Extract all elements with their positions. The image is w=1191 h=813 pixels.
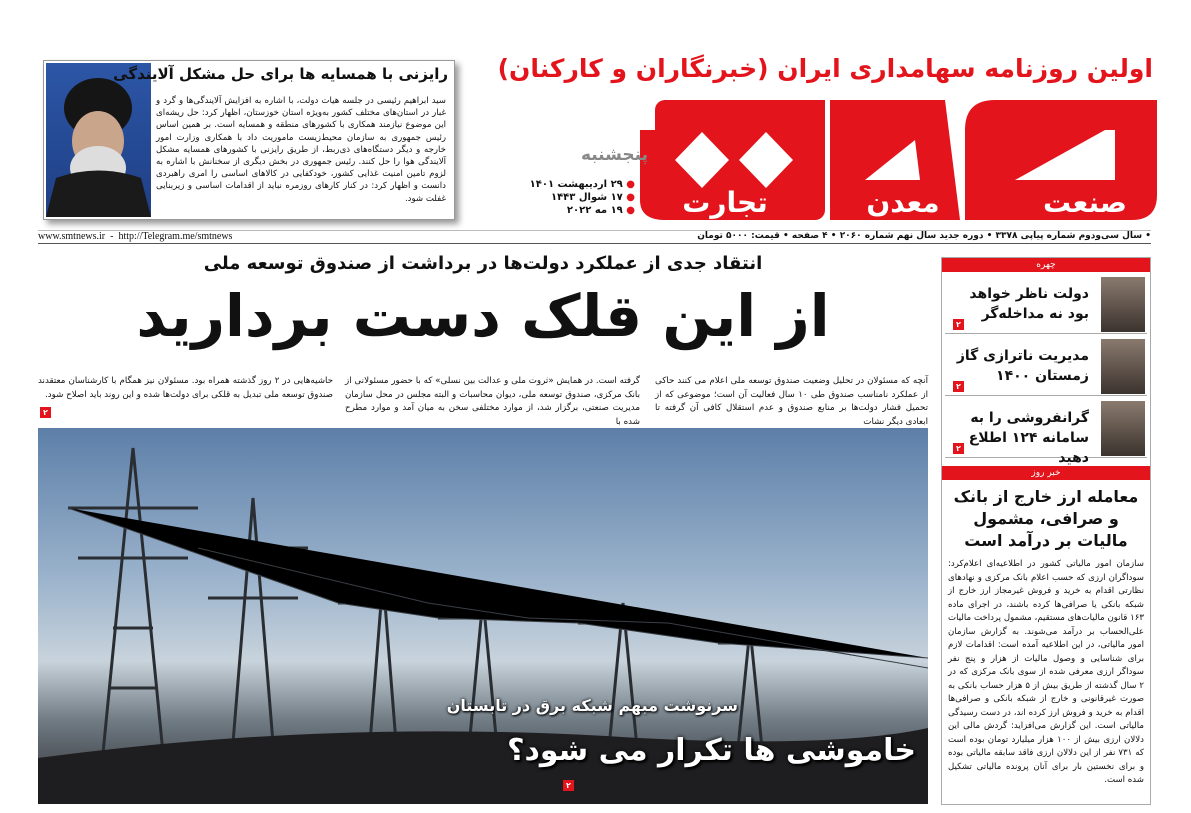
- right-column: [941, 257, 1151, 805]
- photo-subheadline: سرنوشت مبهم شبکه برق در تابستان: [446, 696, 738, 715]
- face-title: دولت ناظر خواهد بود نه مداخله‌گر: [969, 286, 1089, 322]
- top-story-title: رایزنی با همسایه ها برای حل مشکل آلایندگی: [113, 65, 448, 83]
- issue-info: • سال سی‌ودوم شماره پیاپی ۳۳۷۸ • دوره جدید سال نهم شماره ۲۰۶۰ • ۴ صفحه • قیمت: ۵۰۰۰ تومان: [697, 231, 1151, 241]
- news-of-day: [942, 466, 1150, 788]
- logo-word-maadan: معدن: [866, 186, 940, 219]
- news-of-day-body: سازمان امور مالیاتی کشور در اطلاعیه‌ای اعلام‌کرد: سوداگران ارزی که حسب اعلام بانک مرکزی و نهادهای نظارتی اقدام به خرید و فروش غیرمجاز ارز خارج از شبکه بانکی یا صرافی‌ها کرده باشند، در اجرای ماده ۱۶۳ قانون مالیات‌های مستقیم، مشمول پرداخت مالیات علی‌الحساب بر درآمد می‌شوند. به گزارش سازمان امور مالیاتی، در این اطلاعیه آمده است: اقدامات لازم برای شناسایی و وصول مالیات از هزار و پنج نفر سوداگر ارزی معرفی شده از سوی بانک مرکزی که در ۲ سال گذشته از طریق بیش از ۵ هزار حساب بانکی به صورت غیرقانونی و خارج از شبکه بانکی و صرافی‌ها اقدام به خرید و فروش ارز کرده اند، در دست رسیدگی مالیاتی است. این گزارش می‌افزاید: گردش مالی این دلالان ارزی بیش از ۱۰۰ هزار میلیارد تومان بوده است که ۷۳۱ نفر از این دلالان ارزی فاقد سابقه مالیاتی بوده و برای نخستین بار برای آنان پرونده مالیاتی تشکیل شده است.: [948, 559, 1144, 785]
- page-ref-badge[interactable]: ۲: [953, 381, 964, 392]
- smt-logo[interactable]: [635, 90, 1157, 220]
- page-ref-badge[interactable]: ۲: [953, 319, 964, 330]
- power-grid-photo: [38, 428, 928, 804]
- faces-header: چهره: [942, 258, 1150, 272]
- lead-headline[interactable]: از این قلک دست بردارید: [136, 282, 830, 350]
- face-item[interactable]: [945, 334, 1147, 396]
- issue-info-bar: [38, 230, 1151, 244]
- face-item[interactable]: [945, 396, 1147, 466]
- person-photo: [1101, 339, 1145, 394]
- page-ref-badge[interactable]: ۲: [953, 443, 964, 454]
- president-photo: [46, 63, 151, 217]
- face-title: گرانفروشی را به سامانه ۱۲۴ اطلاع دهید: [968, 410, 1089, 466]
- page-ref-badge[interactable]: ۲: [40, 407, 51, 418]
- website-links[interactable]: www.smtnews.ir - http://Telegram.me/smtnews: [38, 231, 233, 242]
- lead-column-2: گرفته است. در همایش «ثروت ملی و عدالت بین نسلی» که با حضور مسئولانی از بانک مرکزی، صندوق توسعه ملی، دیوان محاسبات و البته مجلس در محل سازمان مدیریت صنعتی، برگزار شد، از موارد مختلفی سخن به میان آمد و موارد مطرح شده با: [345, 376, 640, 427]
- dates: ● ۲۹ اردیبهشت ۱۴۰۱ ● ۱۷ شوال ۱۴۴۳ ● ۱۹ مه ۲۰۲۲: [529, 179, 635, 216]
- date-lunar: ۱۷ شوال ۱۴۴۳: [550, 192, 623, 203]
- news-of-day-header: خبر روز: [942, 466, 1150, 480]
- face-item[interactable]: [945, 272, 1147, 334]
- date-gregorian: ۱۹ مه ۲۰۲۲: [566, 205, 623, 216]
- top-story-box[interactable]: [43, 60, 455, 220]
- page-ref-badge[interactable]: ۲: [563, 780, 574, 791]
- logo-word-tejarat: تجارت: [682, 186, 768, 219]
- person-photo: [1101, 401, 1145, 456]
- date-solar: ۲۹ اردیبهشت ۱۴۰۱: [529, 179, 623, 190]
- lead-column-3: حاشیه‌هایی در ۲ روز گذشته همراه بود. مسئولان نیز همگام با کارشناسان معتقدند صندوق توسعه ملی تبدیل به قلکی برای دولت‌ها شده و این روند باید اصلاح شود.: [38, 376, 333, 400]
- top-story-body: سید ابراهیم رئیسی در جلسه هیات دولت، با اشاره به افزایش آلایندگی‌ها و گرد و غبار در استان‌های مختلف کشور به‌ویژه استان خوزستان، اظهار کرد: حل ریشه‌ای این موضوع نیازمند همکاری با کشورهای منطقه و همسایه است. بر همین اساس رئیس جمهوری به سازمان محیط‌زیست ماموریت داد با همکاری وزارت امور خارجه و دیگر دستگاه‌های ذی‌ربط، از طریق رایزنی با کشورهای همسایه مشکل آلایندگی هوا را حل کنند. رئیس جمهوری در بخش دیگری از سخنانش با اشاره به لزوم تامین امنیت غذایی کشور، خودکفایی در کالاهای اساسی را امری راهبردی دانست و اظهار کرد: در کنار کارهای روزمره نباید از اقدامات اساسی و زیربنایی غفلت شود.: [156, 96, 446, 204]
- weekday: پنجشنبه: [580, 145, 648, 165]
- person-photo: [1101, 277, 1145, 332]
- lead-column-1: آنچه که مسئولان در تحلیل وضعیت صندوق توسعه ملی اعلام می کنند حاکی از عملکرد نامناسب صندوق طی ۱۰ سال فعالیت آن است؛ موضوعی که از تحمیل فشار دولت‌ها بر منابع صندوق و عدم استقلال کافی آن گرفته تا ابعادی دیگر نشات: [655, 376, 928, 427]
- news-of-day-title[interactable]: معامله ارز خارج از بانک و صرافی، مشمول مالیات بر درآمد است: [953, 487, 1139, 550]
- photo-headline[interactable]: خاموشی ها تکرار می شود؟: [507, 733, 916, 768]
- portrait-illustration: [46, 63, 151, 217]
- masthead-tagline: اولین روزنامه سهامداری ایران (خبرنگاران و کارکنان): [497, 54, 1153, 83]
- logo-word-sanat: صنعت: [1043, 186, 1127, 219]
- lead-subheadline: انتقاد جدی از عملکرد دولت‌ها در برداشت از صندوق توسعه ملی: [203, 253, 763, 274]
- face-title: مدیریت ناترازی گاز زمستان ۱۴۰۰: [956, 348, 1089, 384]
